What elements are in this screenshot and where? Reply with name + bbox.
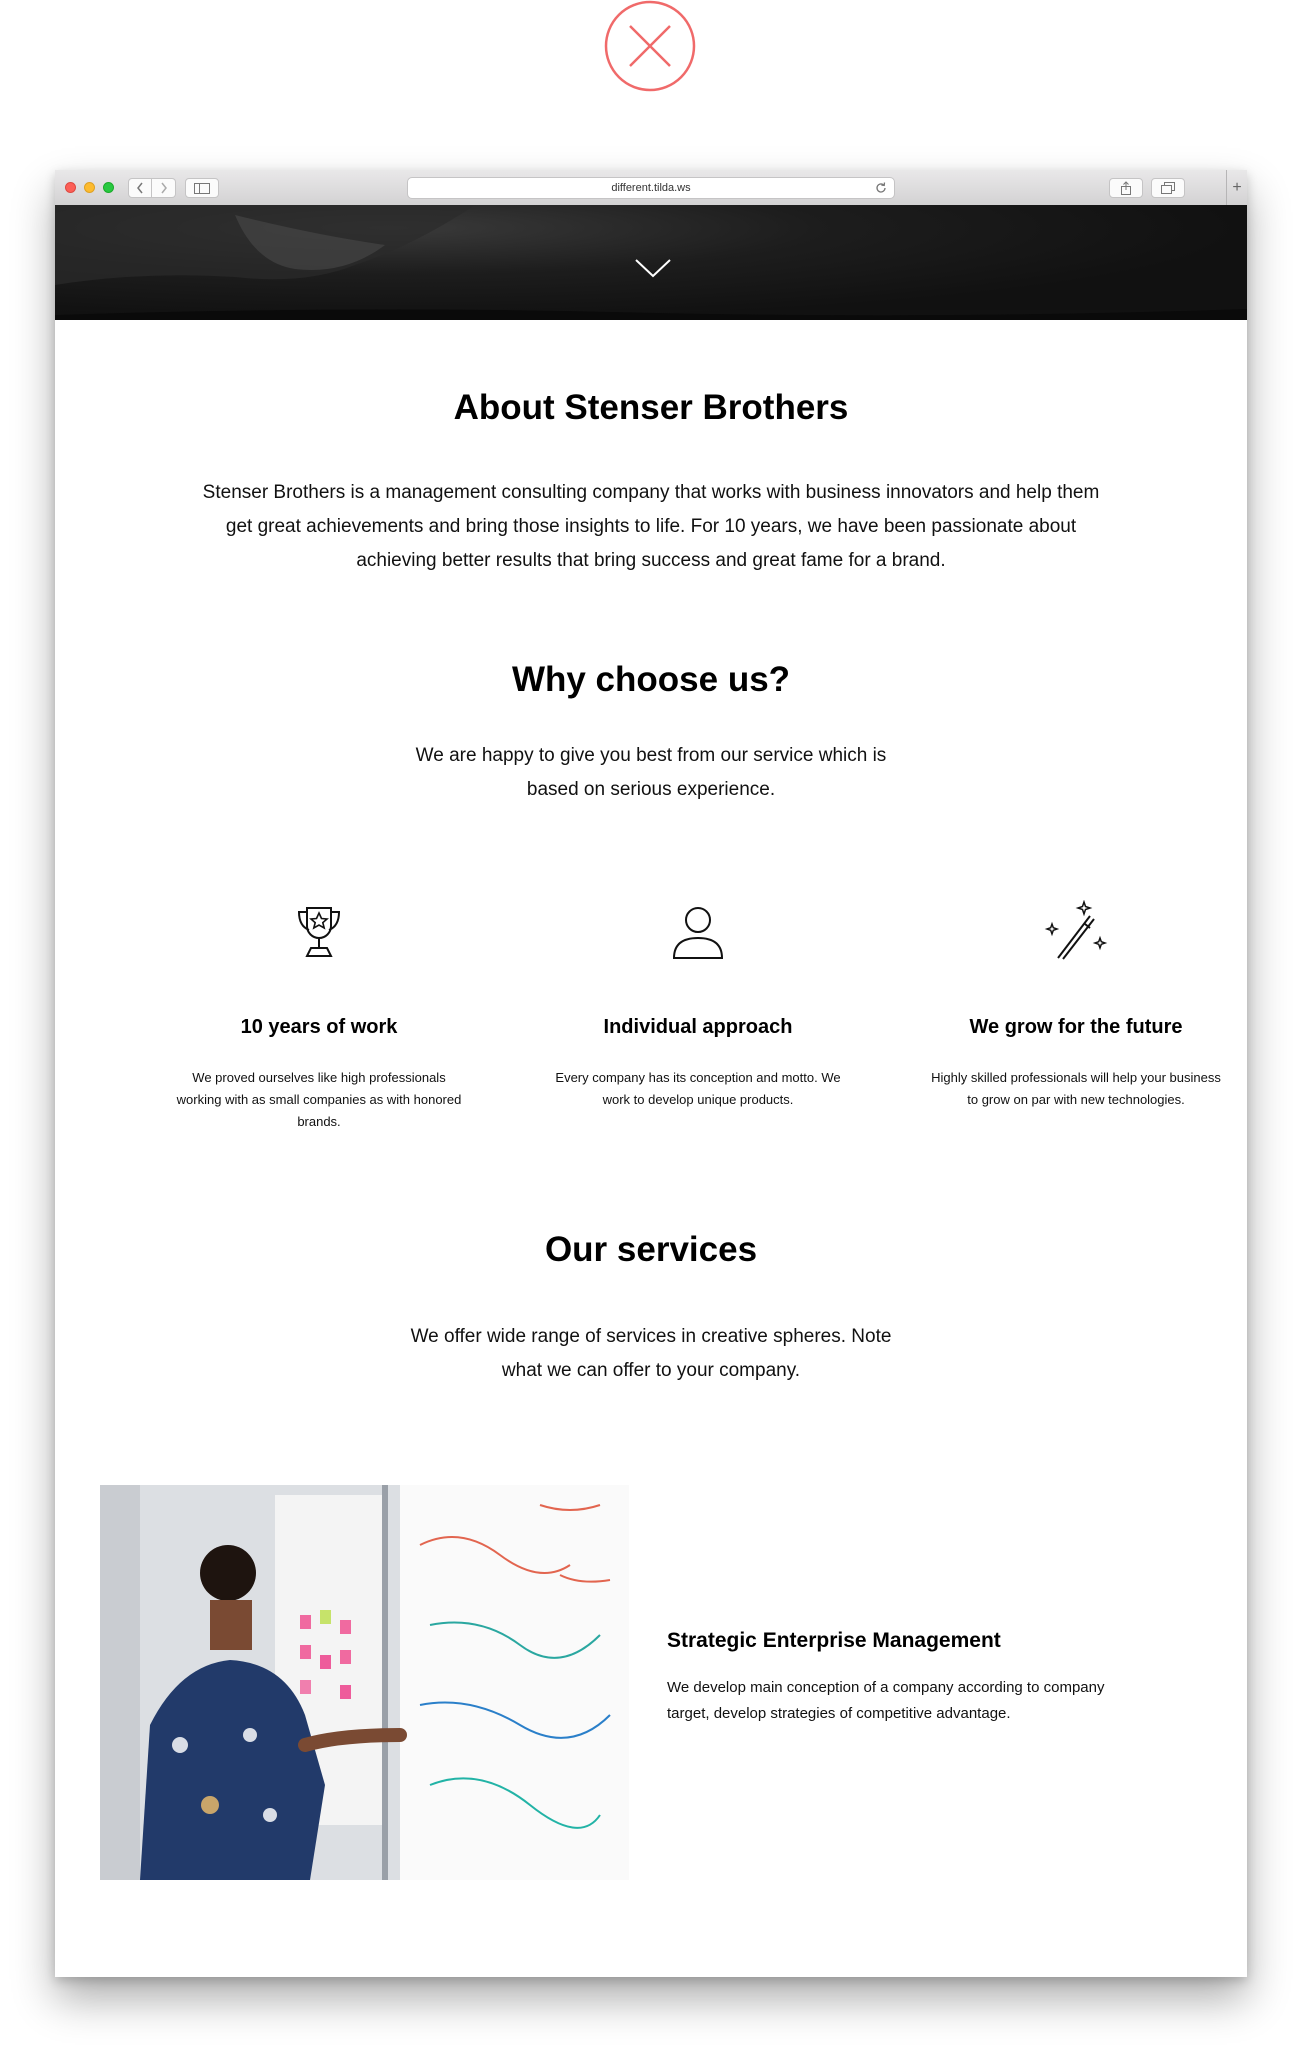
feature-text: Highly skilled professionals will help your business to grow on par with new technologies. [931,1070,1221,1107]
new-tab-button[interactable]: + [1226,170,1247,205]
feature-text: We proved ourselves like high professionals working with as small companies as with honored brands. [176,1070,462,1129]
why-title: Why choose us? [511,660,791,699]
service-photo [100,1485,629,1880]
feature-title: We grow for the future [969,1016,1183,1038]
service-text: We develop main conception of a company according to company target, develop strategies of competitive advantage. [667,1679,1105,1722]
about-title: About Stenser Brothers [453,388,849,427]
address-bar-text: different.tilda.ws [611,182,691,194]
close-icon[interactable] [604,0,696,92]
back-button[interactable] [128,178,152,198]
share-button[interactable] [1109,178,1143,198]
service-title: Strategic Enterprise Management [667,1629,1001,1652]
forward-button[interactable] [152,178,176,198]
window-close-button[interactable] [65,182,76,193]
chevron-right-icon [160,182,168,194]
whiteboard-presentation-illustration [100,1485,629,1880]
browser-window [55,170,1247,1977]
trophy-icon [287,900,351,964]
tabs-overview-button[interactable] [1151,178,1185,198]
share-icon [1120,181,1132,195]
feature-item [548,900,848,1107]
address-bar[interactable] [407,177,895,199]
magic-wand-icon [1044,900,1108,964]
nav-buttons [128,178,176,198]
sidebar-toggle-button[interactable] [185,178,219,198]
why-text: We are happy to give you best from our service which is based on serious experience. [415,745,887,800]
reload-icon[interactable] [874,181,888,195]
window-minimize-button[interactable] [84,182,95,193]
feature-title: 10 years of work [240,1016,398,1038]
services-title: Our services [544,1230,758,1269]
about-text: Stenser Brothers is a management consulting company that works with business innovators and help them get great achievements and bring those insights to life. For 10 years, we have been passionate about achieving better results that bring success and great fame for a brand. [202,482,1100,571]
feature-title: Individual approach [603,1016,793,1038]
scroll-down-chevron-icon[interactable] [634,257,672,279]
browser-toolbar [55,170,1247,206]
chevron-left-icon [136,182,144,194]
user-icon [666,900,730,964]
services-text: We offer wide range of services in creative spheres. Note what we can offer to your company. [410,1326,892,1381]
feature-item [169,900,469,1129]
hero-image [55,205,1247,320]
window-zoom-button[interactable] [103,182,114,193]
feature-item [926,900,1226,1107]
feature-text: Every company has its conception and motto. We work to develop unique products. [555,1070,841,1107]
tabs-icon [1161,182,1175,194]
sidebar-icon [194,183,210,194]
